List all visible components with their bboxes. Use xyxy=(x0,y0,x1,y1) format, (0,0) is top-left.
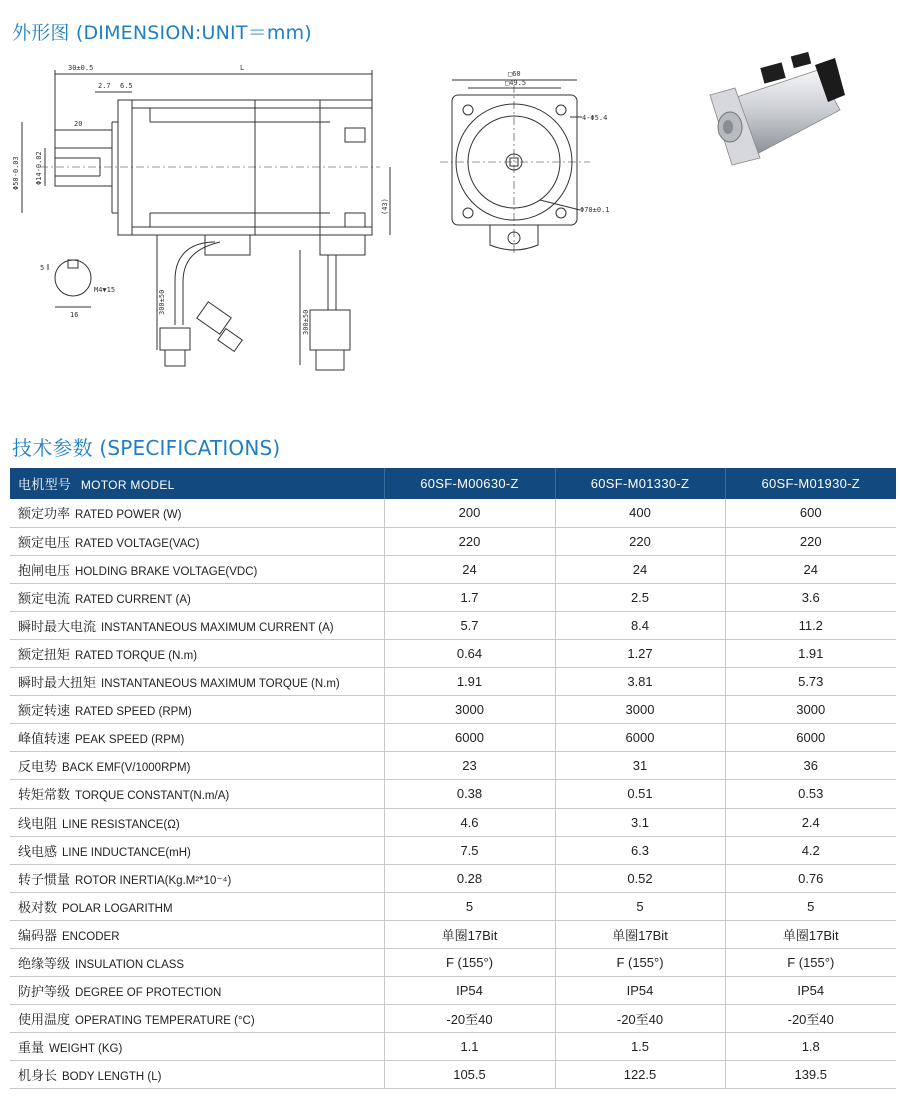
row-label-zh: 瞬时最大扭矩 xyxy=(18,675,97,691)
row-label-cell xyxy=(10,1033,384,1061)
value-cell: IP54 xyxy=(555,977,725,1005)
value-cell: 24 xyxy=(555,555,725,583)
value-cell: 1.1 xyxy=(384,1033,555,1061)
row-label-zh: 抱闸电压 xyxy=(18,562,71,578)
specifications-section-title: 技术参数 (SPECIFICATIONS) xyxy=(12,436,281,460)
value-cell: IP54 xyxy=(725,977,896,1005)
value-cell: 5.7 xyxy=(384,611,555,639)
table-row xyxy=(10,668,896,696)
row-label-zh: 机身长 xyxy=(18,1068,58,1084)
dim-43: (43) xyxy=(381,198,389,215)
table-row xyxy=(10,696,896,724)
row-label-en: ROTOR INERTIA(Kg.M²*10⁻⁴) xyxy=(75,874,232,887)
value-cell: 105.5 xyxy=(384,1061,555,1089)
row-label-zh: 额定转速 xyxy=(18,703,71,719)
row-label-cell xyxy=(10,808,384,836)
dim-sq60: □60 xyxy=(508,70,521,78)
row-label-en: INSTANTANEOUS MAXIMUM TORQUE (N.m) xyxy=(101,678,340,691)
table-row xyxy=(10,808,896,836)
value-cell: 0.64 xyxy=(384,639,555,667)
dim-cable-1: 300±50 xyxy=(158,289,166,315)
row-label-cell xyxy=(10,499,384,527)
value-cell: 4.2 xyxy=(725,836,896,864)
value-cell: 1.91 xyxy=(725,639,896,667)
value-cell: 8.4 xyxy=(555,611,725,639)
row-label-en: INSULATION CLASS xyxy=(75,959,185,972)
table-row xyxy=(10,1061,896,1089)
row-label-en: TORQUE CONSTANT(N.m/A) xyxy=(75,790,230,803)
front-view-drawing xyxy=(430,50,630,280)
value-cell: 3.1 xyxy=(555,808,725,836)
value-cell: 单圈17Bit xyxy=(725,920,896,948)
row-label-cell xyxy=(10,527,384,555)
dimension-section-title: 外形图 (DIMENSION:UNIT＝mm) xyxy=(12,22,312,44)
dim-20: 20 xyxy=(74,120,83,128)
value-cell: IP54 xyxy=(384,977,555,1005)
header-label-en: MOTOR MODEL xyxy=(80,478,175,492)
table-row xyxy=(10,1005,896,1033)
row-label-zh: 线电感 xyxy=(18,843,58,859)
value-cell: 1.91 xyxy=(384,668,555,696)
dim-key-5: 5 xyxy=(40,264,45,272)
table-row xyxy=(10,583,896,611)
value-cell: 5 xyxy=(725,892,896,920)
dim-30: 30±0.5 xyxy=(68,64,94,72)
value-cell: 400 xyxy=(555,499,725,527)
value-cell: 200 xyxy=(384,499,555,527)
row-label-zh: 额定功率 xyxy=(18,506,71,522)
value-cell: 单圈17Bit xyxy=(555,920,725,948)
value-cell: 122.5 xyxy=(555,1061,725,1089)
table-row xyxy=(10,920,896,948)
table-row xyxy=(10,836,896,864)
value-cell: 3.6 xyxy=(725,583,896,611)
row-label-en: WEIGHT (KG) xyxy=(49,1043,123,1056)
row-label-en: POLAR LOGARITHM xyxy=(62,902,173,915)
row-label-en: OPERATING TEMPERATURE (°C) xyxy=(75,1015,255,1028)
value-cell: F (155°) xyxy=(384,949,555,977)
dim-d70: Φ70±0.1 xyxy=(580,206,610,214)
value-cell: 24 xyxy=(384,555,555,583)
row-label-en: ENCODER xyxy=(62,930,120,943)
table-row xyxy=(10,752,896,780)
value-cell: -20至40 xyxy=(725,1005,896,1033)
dim-d14: Φ14-0.02 xyxy=(35,151,43,185)
row-label-cell xyxy=(10,696,384,724)
row-label-cell xyxy=(10,977,384,1005)
row-label-zh: 额定电流 xyxy=(18,590,71,606)
dim-m4: M4▼15 xyxy=(94,286,116,294)
value-cell: 单圈17Bit xyxy=(384,920,555,948)
table-row xyxy=(10,1033,896,1061)
table-row xyxy=(10,639,896,667)
table-row xyxy=(10,780,896,808)
row-label-cell xyxy=(10,639,384,667)
row-label-zh: 绝缘等级 xyxy=(18,956,71,972)
model-header-2: 60SF-M01330-Z xyxy=(555,468,725,499)
table-row xyxy=(10,499,896,527)
value-cell: 139.5 xyxy=(725,1061,896,1089)
value-cell: 31 xyxy=(555,752,725,780)
value-cell: 3000 xyxy=(555,696,725,724)
value-cell: 6.3 xyxy=(555,836,725,864)
value-cell: 24 xyxy=(725,555,896,583)
table-row xyxy=(10,724,896,752)
value-cell: 0.38 xyxy=(384,780,555,808)
row-label-zh: 转矩常数 xyxy=(18,787,71,803)
row-label-en: RATED CURRENT (A) xyxy=(75,593,191,606)
value-cell: 23 xyxy=(384,752,555,780)
row-label-cell xyxy=(10,1061,384,1089)
value-cell: 3.81 xyxy=(555,668,725,696)
value-cell: 6000 xyxy=(555,724,725,752)
row-label-zh: 使用温度 xyxy=(18,1012,71,1028)
value-cell: 5 xyxy=(384,892,555,920)
value-cell: 0.53 xyxy=(725,780,896,808)
row-label-zh: 转子惯量 xyxy=(18,871,71,887)
value-cell: 0.28 xyxy=(384,864,555,892)
value-cell: 220 xyxy=(384,527,555,555)
specifications-table xyxy=(10,468,896,1089)
model-header-3: 60SF-M01930-Z xyxy=(725,468,896,499)
table-row xyxy=(10,527,896,555)
value-cell: 5 xyxy=(555,892,725,920)
row-label-zh: 重量 xyxy=(18,1040,45,1056)
value-cell: 6000 xyxy=(384,724,555,752)
row-label-cell xyxy=(10,949,384,977)
dim-2-7: 2.7 xyxy=(98,82,111,90)
value-cell: 7.5 xyxy=(384,836,555,864)
header-label-cell xyxy=(10,468,384,499)
row-label-cell xyxy=(10,1005,384,1033)
row-label-cell xyxy=(10,668,384,696)
dim-sq49: □49.5 xyxy=(505,79,527,87)
row-label-en: LINE INDUCTANCE(mH) xyxy=(62,846,191,859)
row-label-en: RATED POWER (W) xyxy=(75,509,182,522)
value-cell: 6000 xyxy=(725,724,896,752)
model-header-1: 60SF-M00630-Z xyxy=(384,468,555,499)
row-label-en: LINE RESISTANCE(Ω) xyxy=(62,818,180,831)
row-label-zh: 额定扭矩 xyxy=(18,647,71,663)
value-cell: 1.5 xyxy=(555,1033,725,1061)
dim-holes: 4-Φ5.4 xyxy=(582,114,608,122)
row-label-cell xyxy=(10,920,384,948)
row-label-cell xyxy=(10,611,384,639)
value-cell: -20至40 xyxy=(555,1005,725,1033)
row-label-en: INSTANTANEOUS MAXIMUM CURRENT (A) xyxy=(101,621,334,634)
value-cell: 0.76 xyxy=(725,864,896,892)
row-label-en: BACK EMF(V/1000RPM) xyxy=(62,762,191,775)
value-cell: 4.6 xyxy=(384,808,555,836)
dim-cable-2: 300±50 xyxy=(302,309,310,335)
row-label-zh: 线电阻 xyxy=(18,815,58,831)
motor-photo xyxy=(700,40,850,170)
value-cell: -20至40 xyxy=(384,1005,555,1033)
row-label-en: DEGREE OF PROTECTION xyxy=(75,987,222,1000)
row-label-en: BODY LENGTH (L) xyxy=(62,1071,162,1084)
row-label-zh: 峰值转速 xyxy=(18,731,71,747)
row-label-zh: 额定电压 xyxy=(18,534,71,550)
value-cell: 0.51 xyxy=(555,780,725,808)
row-label-cell xyxy=(10,864,384,892)
table-row xyxy=(10,864,896,892)
row-label-cell xyxy=(10,724,384,752)
dim-6-5: 6.5 xyxy=(120,82,133,90)
value-cell: 1.8 xyxy=(725,1033,896,1061)
table-header-row xyxy=(10,468,896,499)
row-label-en: RATED TORQUE (N.m) xyxy=(75,650,198,663)
value-cell: 3000 xyxy=(725,696,896,724)
value-cell: 220 xyxy=(555,527,725,555)
row-label-cell xyxy=(10,892,384,920)
value-cell: 11.2 xyxy=(725,611,896,639)
value-cell: F (155°) xyxy=(725,949,896,977)
row-label-en: RATED VOLTAGE(VAC) xyxy=(75,537,200,550)
row-label-zh: 反电势 xyxy=(18,759,58,775)
row-label-cell xyxy=(10,836,384,864)
row-label-en: HOLDING BRAKE VOLTAGE(VDC) xyxy=(75,565,258,578)
dim-key-16: 16 xyxy=(70,311,79,319)
table-row xyxy=(10,555,896,583)
side-view-drawing xyxy=(0,50,400,390)
value-cell: 36 xyxy=(725,752,896,780)
value-cell: 3000 xyxy=(384,696,555,724)
header-label-zh: 电机型号 xyxy=(18,477,72,492)
value-cell: 2.5 xyxy=(555,583,725,611)
dim-d50: Φ50-0.03 xyxy=(12,156,20,190)
row-label-zh: 瞬时最大电流 xyxy=(18,618,97,634)
row-label-zh: 防护等级 xyxy=(18,984,71,1000)
value-cell: 5.73 xyxy=(725,668,896,696)
row-label-cell xyxy=(10,555,384,583)
dim-L: L xyxy=(240,64,245,72)
value-cell: F (155°) xyxy=(555,949,725,977)
row-label-zh: 编码器 xyxy=(18,927,58,943)
value-cell: 220 xyxy=(725,527,896,555)
row-label-en: PEAK SPEED (RPM) xyxy=(75,734,185,747)
table-row xyxy=(10,892,896,920)
value-cell: 1.27 xyxy=(555,639,725,667)
row-label-zh: 极对数 xyxy=(18,899,58,915)
row-label-cell xyxy=(10,583,384,611)
row-label-cell xyxy=(10,752,384,780)
value-cell: 2.4 xyxy=(725,808,896,836)
row-label-en: RATED SPEED (RPM) xyxy=(75,706,192,719)
value-cell: 600 xyxy=(725,499,896,527)
table-row xyxy=(10,977,896,1005)
table-row xyxy=(10,949,896,977)
row-label-cell xyxy=(10,780,384,808)
value-cell: 0.52 xyxy=(555,864,725,892)
value-cell: 1.7 xyxy=(384,583,555,611)
table-row xyxy=(10,611,896,639)
